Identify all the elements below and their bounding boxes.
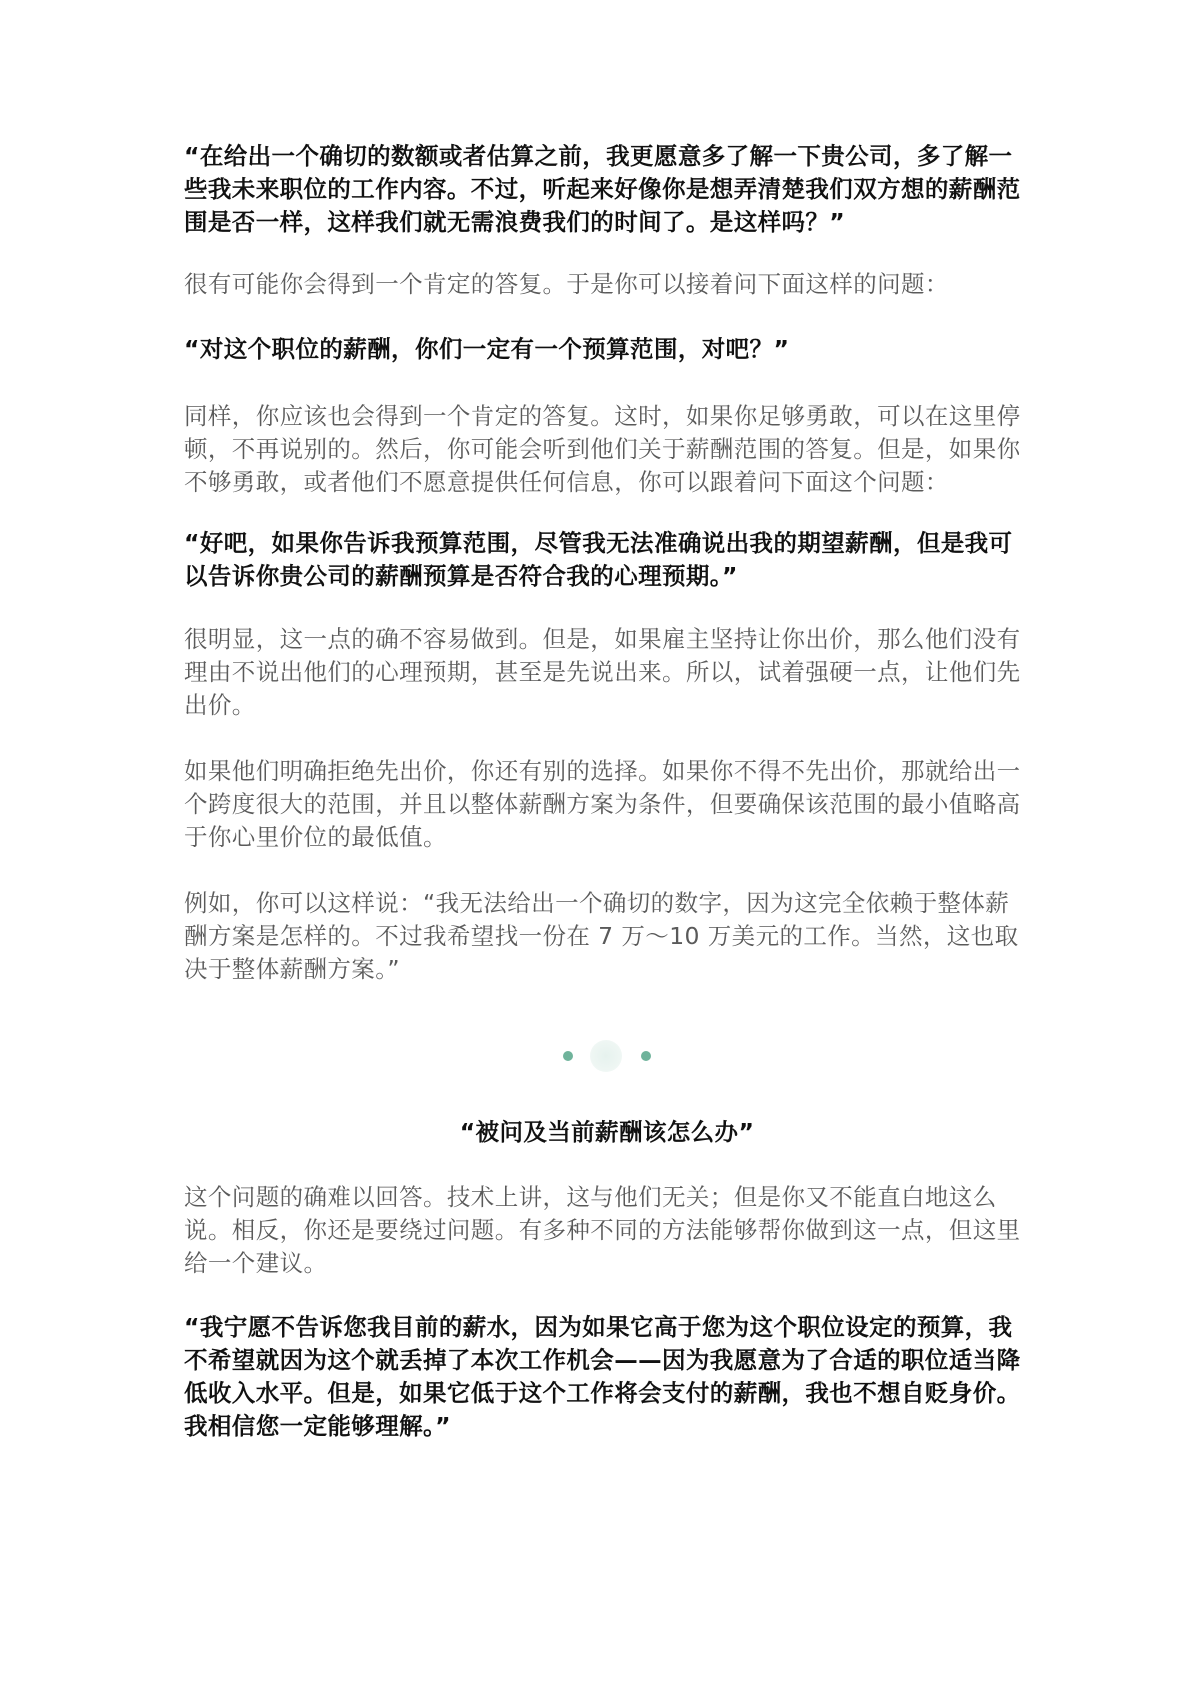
- body-paragraph-2: 同样，你应该也会得到一个肯定的答复。这时，如果你足够勇敢，可以在这里停顿，不再说别的。然后，你可能会听到他们关于薪酬范围的答复。但是，如果你不够勇敢，或者他们不愿意提供任何信息，你可以跟着问下面这个问题：: [184, 402, 1021, 496]
- quote-paragraph-3: “好吧，如果你告诉我预算范围，尽管我无法准确说出我的期望薪酬，但是我可以告诉你贵公司的薪酬预算是否符合我的心理预期。”: [184, 529, 1013, 590]
- body-paragraph-3: 很明显，这一点的确不容易做到。但是，如果雇主坚持让你出价，那么他们没有理由不说出他们的心理预期，甚至是先说出来。所以，试着强硬一点，让他们先出价。: [184, 625, 1021, 719]
- divider-dot-right: [641, 1051, 651, 1061]
- quote-paragraph-2: “对这个职位的薪酬，你们一定有一个预算范围，对吧？”: [184, 335, 790, 363]
- quote-paragraph-1: “在给出一个确切的数额或者估算之前，我更愿意多了解一下贵公司，多了解一些我未来职位的工作内容。不过，听起来好像你是想弄清楚我们双方想的薪酬范围是否一样，这样我们就无需浪费我们的时间了。是这样吗？”: [184, 142, 1021, 236]
- section-divider: [184, 1038, 1030, 1074]
- divider-dot-left: [563, 1051, 573, 1061]
- article-body: [184, 140, 1030, 1443]
- divider-circle: [590, 1040, 622, 1072]
- body-paragraph-4: 如果他们明确拒绝先出价，你还有别的选择。如果你不得不先出价，那就给出一个跨度很大的范围，并且以整体薪酬方案为条件，但要确保该范围的最小值略高于你心里价位的最低值。: [184, 757, 1021, 851]
- quote-paragraph-4: “我宁愿不告诉您我目前的薪水，因为如果它高于您为这个职位设定的预算，我不希望就因为这个就丢掉了本次工作机会——因为我愿意为了合适的职位适当降低收入水平。但是，如果它低于这个工作将会支付的薪酬，我也不想自贬身价。我相信您一定能够理解。”: [184, 1313, 1021, 1440]
- body-paragraph-6: 这个问题的确难以回答。技术上讲，这与他们无关；但是你又不能直白地这么说。相反，你还是要绕过问题。有多种不同的方法能够帮你做到这一点，但这里给一个建议。: [184, 1183, 1021, 1277]
- body-paragraph-1: 很有可能你会得到一个肯定的答复。于是你可以接着问下面这样的问题：: [184, 270, 949, 298]
- section-title: “被问及当前薪酬该怎么办”: [459, 1118, 755, 1146]
- body-paragraph-5: 例如，你可以这样说：“我无法给出一个确切的数字，因为这完全依赖于整体薪酬方案是怎样的。不过我希望找一份在 7 万～10 万美元的工作。当然，这也取决于整体薪酬方案。”: [184, 889, 1019, 983]
